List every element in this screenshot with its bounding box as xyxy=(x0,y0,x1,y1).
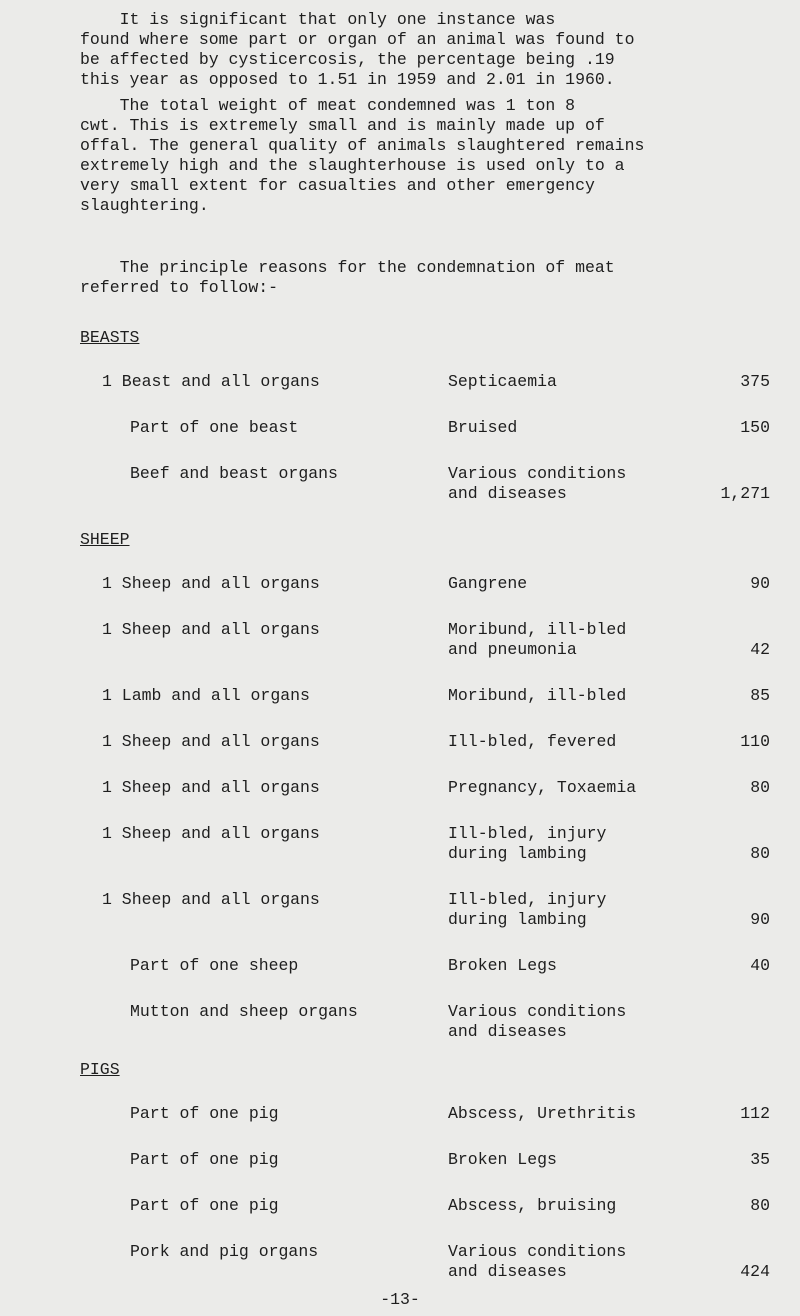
row-reason: Ill-bled, fevered xyxy=(448,732,617,751)
row-item: 1 Lamb and all organs xyxy=(102,686,310,705)
row-weight: 40 xyxy=(750,956,770,975)
row-item: 1 Sheep and all organs xyxy=(102,732,320,751)
page-number: -13- xyxy=(380,1290,420,1309)
row-item: 1 Sheep and all organs xyxy=(102,574,320,593)
row-reason: Septicaemia xyxy=(448,372,557,391)
row-weight: 35 xyxy=(750,1150,770,1169)
section-title-pigs: PIGS xyxy=(80,1060,120,1079)
row-reason: Various conditions and diseases xyxy=(448,464,627,503)
row-reason: Ill-bled, injury during lambing xyxy=(448,890,607,929)
row-weight: 110 xyxy=(740,732,770,751)
row-weight: 424 xyxy=(740,1262,770,1281)
row-weight: 80 xyxy=(750,778,770,797)
row-item: Part of one sheep xyxy=(130,956,299,975)
row-weight: 90 xyxy=(750,574,770,593)
row-reason: Various conditions and diseases xyxy=(448,1002,627,1041)
row-item: Part of one pig xyxy=(130,1104,279,1123)
row-reason: Gangrene xyxy=(448,574,528,593)
row-item: Beef and beast organs xyxy=(130,464,338,483)
paragraph-reasons-intro: The principle reasons for the condemnation of meat referred to follow:- xyxy=(80,258,615,297)
row-weight: 90 xyxy=(750,910,770,929)
row-item: Mutton and sheep organs xyxy=(130,1002,358,1021)
row-weight: 112 xyxy=(740,1104,770,1123)
row-item: 1 Sheep and all organs xyxy=(102,778,320,797)
row-weight: 150 xyxy=(740,418,770,437)
row-reason: Broken Legs xyxy=(448,1150,557,1169)
paragraph-cysticercosis: It is significant that only one instance was found where some part or organ of an animal was found to be affected by cysticercosis, the percentage being .19 this year as opposed to 1.51 in 1959 and 2.01 in 1960. xyxy=(80,10,635,89)
paragraph-meat-weight: The total weight of meat condemned was 1 ton 8 cwt. This is extremely small and is mainly made up of offal. The general quality of animals slaughtered remains extremely high and the slaughterhouse is used only to a very small extent for casualties and other emergency slaughtering. xyxy=(80,96,645,215)
row-item: 1 Sheep and all organs xyxy=(102,890,320,909)
row-weight: 80 xyxy=(750,1196,770,1215)
row-reason: Pregnancy, Toxaemia xyxy=(448,778,637,797)
row-weight: 1,271 xyxy=(720,484,770,503)
row-weight: 42 xyxy=(750,640,770,659)
row-reason: Broken Legs xyxy=(448,956,557,975)
row-reason: Moribund, ill-bled xyxy=(448,686,627,705)
row-reason: Moribund, ill-bled and pneumonia xyxy=(448,620,627,659)
row-reason: Abscess, Urethritis xyxy=(448,1104,637,1123)
row-item: Part of one pig xyxy=(130,1150,279,1169)
row-weight: 85 xyxy=(750,686,770,705)
row-item: Part of one beast xyxy=(130,418,299,437)
row-weight: 375 xyxy=(740,372,770,391)
row-item: 1 Sheep and all organs xyxy=(102,620,320,639)
row-reason: Bruised xyxy=(448,418,518,437)
row-item: Pork and pig organs xyxy=(130,1242,319,1261)
row-reason: Abscess, bruising xyxy=(448,1196,617,1215)
row-reason: Ill-bled, injury during lambing xyxy=(448,824,607,863)
row-item: Part of one pig xyxy=(130,1196,279,1215)
row-item: 1 Sheep and all organs xyxy=(102,824,320,843)
row-reason: Various conditions and diseases xyxy=(448,1242,627,1281)
section-title-sheep: SHEEP xyxy=(80,530,130,549)
row-item: 1 Beast and all organs xyxy=(102,372,320,391)
row-weight: 80 xyxy=(750,844,770,863)
section-title-beasts: BEASTS xyxy=(80,328,140,347)
